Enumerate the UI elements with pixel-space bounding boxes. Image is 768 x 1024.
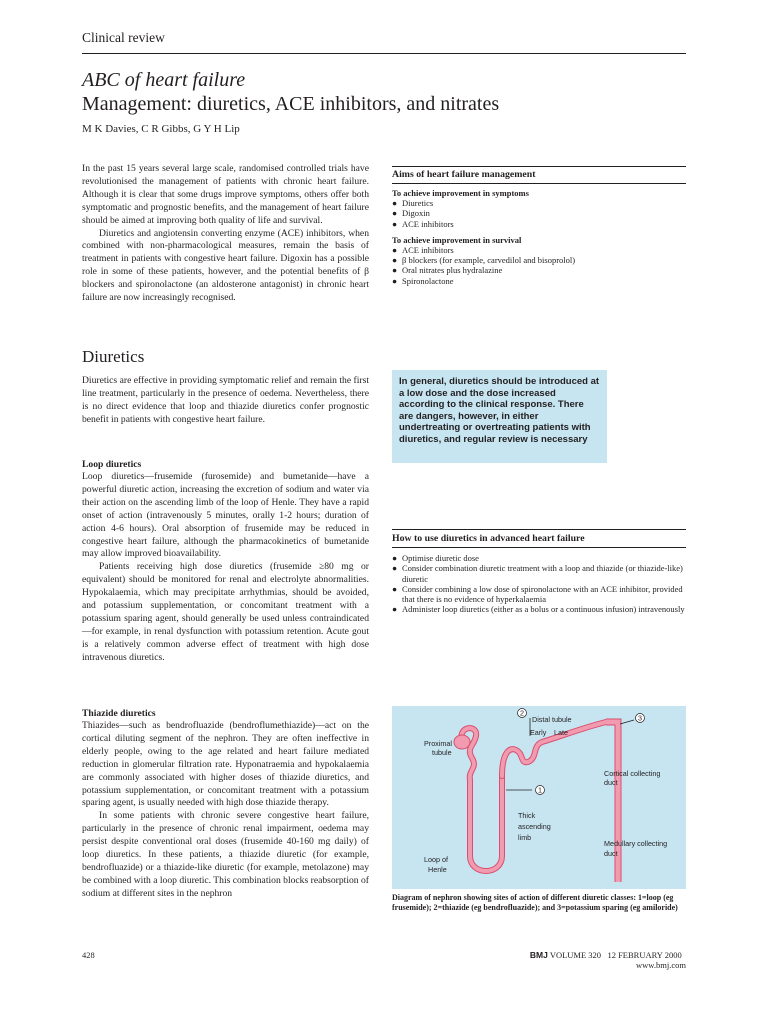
advanced-box-title-rule bbox=[392, 547, 686, 548]
section-label: Clinical review bbox=[82, 30, 165, 45]
authors: M K Davies, C R Gibbs, G Y H Lip bbox=[82, 123, 240, 135]
site-label: 2 bbox=[520, 708, 524, 718]
label-medullary: duct bbox=[604, 849, 618, 858]
list-item: ● Optimise diuretic dose bbox=[392, 553, 479, 563]
journal-date: 12 FEBRUARY 2000 bbox=[607, 950, 682, 960]
site-label: 3 bbox=[638, 713, 642, 723]
nephron-figure bbox=[392, 706, 686, 889]
advanced-box-top-rule bbox=[392, 529, 686, 530]
label-thick: ascending bbox=[518, 822, 551, 831]
bowman-capsule bbox=[454, 735, 470, 749]
list-item: ● Consider combination diuretic treatment with a loop and thiazide (or thiazide-like) diuretic bbox=[392, 563, 683, 584]
label-thick: Thick bbox=[518, 811, 536, 820]
journal-footer bbox=[480, 950, 686, 970]
key-point-box: In general, diuretics should be introduced at a low dose and the dose increased according to the clinical response. There are dangers, however, in either undertreating or overtreating patients with diuretics, and regular review is necessary bbox=[392, 370, 607, 463]
list-item: ● Consider combining a low dose of spironolactone with an ACE inhibitor, provided that there is no evidence of hyperkalaemia bbox=[392, 583, 683, 605]
intro-paragraph: In the past 15 years several large scale, randomised controlled trials have revolutionised the management of patients with chronic heart failure. Although it is clear that some drugs improve symptoms, others offer both symptomatic and prognostic benefits, and the management of heart failure should be aimed at improving both quality of life and survival. bbox=[82, 163, 369, 226]
figure-caption: Diagram of nephron showing sites of action of different diuretic classes: 1=loop (eg frusemide); 2=thiazide (eg bendrofluazide); and 3=potassium sparing (eg amiloride) bbox=[392, 893, 678, 912]
subheading-thiazide-diuretics: Thiazide diuretics bbox=[82, 708, 156, 719]
label-henle: Henle bbox=[428, 865, 447, 874]
label-early: Early bbox=[530, 728, 547, 737]
journal-url: www.bmj.com bbox=[636, 960, 686, 970]
advanced-list bbox=[392, 553, 686, 615]
advanced-box bbox=[392, 533, 686, 615]
label-henle: Loop of bbox=[424, 855, 448, 864]
diuretics-paragraph: Diuretics are effective in providing symptomatic relief and remain the first line treatment, particularly in the presence of oedema. Nevertheless, there is no direct evidence that loop and thiazide diuretics confer prognostic benefit in patients with congestive heart failure. bbox=[82, 375, 369, 425]
loop-diuretics-text bbox=[82, 458, 369, 665]
header-rule bbox=[82, 53, 686, 54]
thiazide-paragraph: Thiazides—such as bendrofluazide (bendroflumethiazide)—act on the cortical diluting segment of the nephron. They are often ineffective in elderly people, owing to the age related and heart failure mediated reduction in glomerular filtration rate. Hyponatraemia and hypokalaemia are commonly associated with higher doses of thiazide diuretics, and potassium supplementation, or concomitant treatment with a potassium sparing agent, is usually needed with high dose thiazide therapy. bbox=[82, 720, 369, 809]
aims-box-top-rule bbox=[392, 166, 686, 167]
label-cortical: Cortical collecting bbox=[604, 769, 661, 778]
symptoms-list bbox=[392, 198, 686, 229]
aims-box bbox=[392, 169, 686, 286]
aims-box-title: Aims of heart failure management bbox=[392, 169, 536, 180]
list-item: ● β blockers (for example, carvedilol and bisoprolol) bbox=[392, 255, 576, 266]
article-title: Management: diuretics, ACE inhibitors, and nitrates bbox=[82, 93, 500, 115]
site-label: 1 bbox=[538, 785, 542, 795]
list-item: ● Digoxin bbox=[392, 208, 430, 219]
aims-subheading-symptoms: To achieve improvement in symptoms bbox=[392, 188, 529, 198]
list-item: ● ACE inhibitors bbox=[392, 218, 454, 229]
subheading-loop-diuretics: Loop diuretics bbox=[82, 459, 142, 470]
diuretics-text bbox=[82, 375, 369, 427]
intro-text bbox=[82, 163, 369, 305]
label-distal: Distal tubule bbox=[532, 715, 572, 724]
nephron-diagram bbox=[392, 706, 686, 889]
label-proximal: Proximal bbox=[424, 739, 452, 748]
list-item: ● Administer loop diuretics (either as a bolus or a continuous infusion) intravenously bbox=[392, 604, 685, 615]
journal-name: BMJ bbox=[529, 950, 548, 960]
thiazide-diuretics-text bbox=[82, 707, 369, 901]
proximal-tubule bbox=[461, 728, 502, 871]
list-item: ● ACE inhibitors bbox=[392, 244, 454, 255]
intro-paragraph: Diuretics and angiotensin converting enzyme (ACE) inhibitors, when combined with non-pharmacological measures, remain the basis of treatment in patients with congestive heart failure. Digoxin has a possible role in some of these patients, however, and the potential benefits of β blockers and spironolactone (an aldosterone antagonist) in chronic heart failure are now increasingly recognised. bbox=[82, 227, 369, 304]
site3-arrow bbox=[620, 720, 634, 724]
journal-volume: VOLUME 320 bbox=[549, 950, 602, 960]
section-heading-diuretics: Diuretics bbox=[82, 347, 145, 366]
label-medullary: Medullary collecting bbox=[604, 839, 668, 848]
series-title: ABC of heart failure bbox=[82, 69, 246, 91]
aims-box-title-rule bbox=[392, 183, 686, 184]
advanced-box-title: How to use diuretics in advanced heart failure bbox=[392, 533, 585, 544]
label-cortical: duct bbox=[604, 778, 618, 787]
list-item: ● Diuretics bbox=[392, 198, 434, 208]
label-late: Late bbox=[554, 728, 568, 737]
thiazide-paragraph: In some patients with chronic severe congestive heart failure, particularly in the presence of chronic renal impairment, oedema may persist despite conventional oral doses (frusemide 40-160 mg daily) of loop diuretics. In these patients, a thiazide diuretic (for example, bendrofluazide) or a thiazide-like diuretic (for example, metolazone) may be combined with a loop diuretic. This combination blocks reabsorption of sodium at different sites in the nephron bbox=[82, 810, 369, 899]
label-proximal: tubule bbox=[432, 748, 452, 757]
aims-subheading-survival: To achieve improvement in survival bbox=[392, 234, 522, 245]
page-number: 428 bbox=[82, 950, 95, 960]
list-item: ● Oral nitrates plus hydralazine bbox=[392, 265, 503, 276]
loop-paragraph: Patients receiving high dose diuretics (frusemide ≥80 mg or equivalent) should be monitored for renal and electrolyte abnormalities. Hypokalaemia, which may precipitate arrhythmias, should be avoided, and potassium supplementation, or concomitant treatment with a potassium sparing agent, should generally be used unless contraindicated—for example, in renal dysfunction with potassium retention. Acute gout is a relatively common adverse effect of treatment with high dose intravenous diuretics. bbox=[82, 561, 369, 663]
list-item: ● Spironolactone bbox=[392, 275, 454, 286]
collecting-duct-inner bbox=[606, 722, 618, 882]
loop-paragraph: Loop diuretics—frusemide (furosemide) and bumetanide—have a powerful diuretic action, increasing the excretion of sodium and water via their action on the ascending limb of the loop of Henle. They have a rapid onset of action (intravenously 5 minutes, orally 1-2 hours; duration of action 4-6 hours). Oral absorption of frusemide may be reduced in congestive heart failure, although the pharmacokinetics of bumetanide may allow improved bioavailability. bbox=[82, 471, 369, 560]
label-thick: limb bbox=[518, 833, 532, 842]
survival-list bbox=[392, 245, 686, 286]
